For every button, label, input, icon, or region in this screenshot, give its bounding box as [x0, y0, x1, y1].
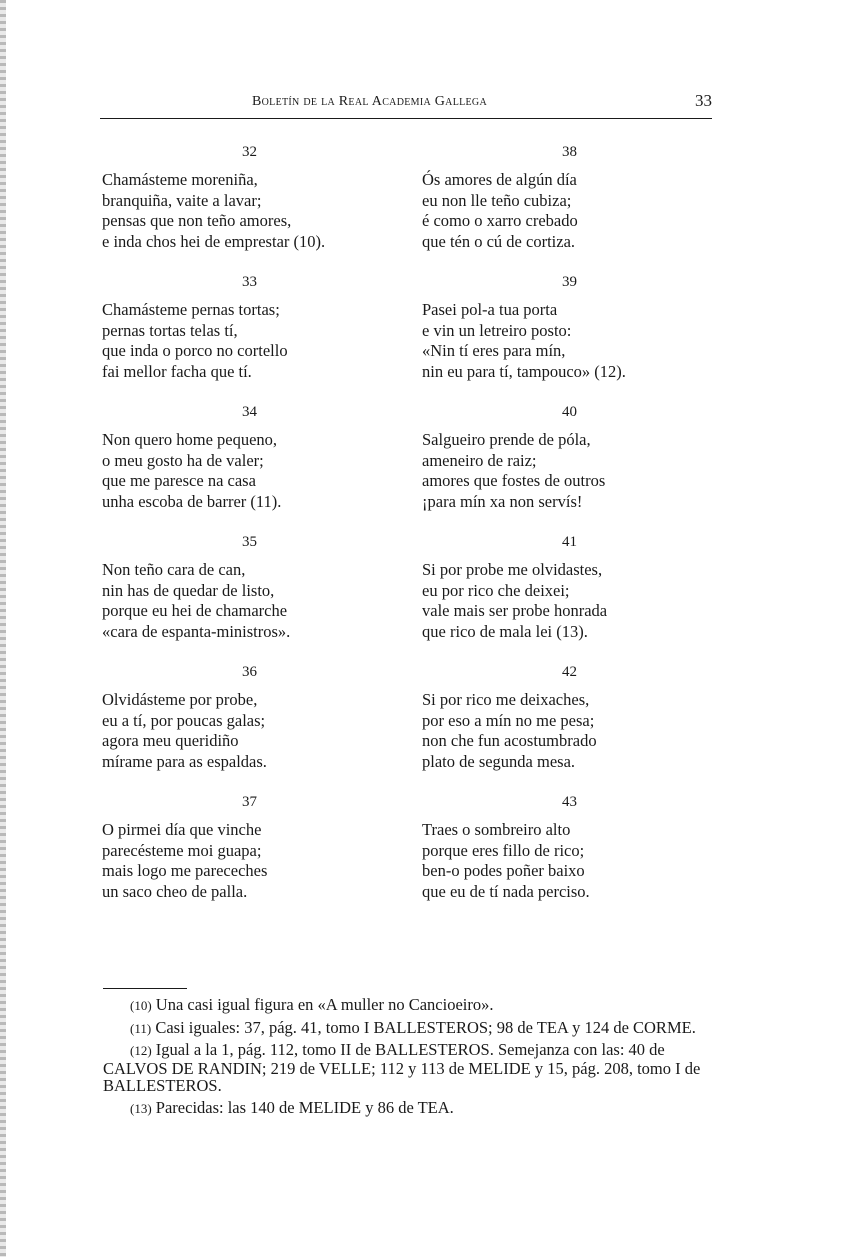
poem-line: que rico de mala lei (13).: [422, 621, 588, 641]
poem-line: un saco cheo de palla.: [102, 881, 248, 901]
poem-line: nin has de quedar de listo,: [102, 580, 275, 600]
poem-line: pernas tortas telas tí,: [102, 320, 238, 340]
poem-number: 43: [562, 794, 577, 810]
poem-line: fai mellor facha que tí.: [102, 361, 252, 381]
poem-39: [422, 272, 722, 402]
poem-line: parecésteme moi guapa;: [102, 840, 262, 860]
poem-41: [422, 532, 722, 662]
poem-line: Salgueiro prende de póla,: [422, 430, 591, 449]
footnote-12: [103, 1041, 721, 1095]
footnote-ref: (10): [130, 998, 152, 1013]
poem-line: mais logo me pareceches: [102, 861, 268, 880]
footnote-text: Una casi igual figura en «A muller no Cancioeiro».: [155, 995, 494, 1014]
poem-34: [102, 402, 402, 532]
footnote-10: [103, 996, 721, 1015]
footnote-text: Igual a la 1, pág. 112, tomo II de BALLESTEROS. Semejanza con las: 40 de CALVOS DE RANDIN; 219 de VELLE; 112 y 113 de MELIDE y 15, pág. 208, tomo I de BALLESTEROS.: [103, 1040, 701, 1095]
poem-line: plato de segunda mesa.: [422, 751, 576, 771]
poem-line: branquiña, vaite a lavar;: [102, 190, 262, 210]
footnote-divider: [103, 988, 187, 989]
poem-number: 36: [242, 664, 257, 680]
poem-40: [422, 402, 722, 532]
poem-number: 37: [242, 794, 257, 810]
poem-number: 35: [242, 534, 257, 550]
footnote-text: Parecidas: las 140 de MELIDE y 86 de TEA.: [155, 1097, 454, 1117]
running-header: [100, 90, 712, 119]
poem-36: [102, 662, 402, 792]
left-column: [102, 142, 402, 922]
poem-line: unha escoba de barrer (11).: [102, 491, 282, 511]
poem-line: Si por probe me olvidastes,: [422, 560, 603, 579]
poem-line: porque eu hei de chamarche: [102, 601, 288, 620]
footnote-text: Casi iguales: 37, pág. 41, tomo I BALLESTEROS; 98 de TEA y 124 de CORME.: [155, 1017, 696, 1037]
poem-line: que tén o cú de cortiza.: [422, 231, 576, 251]
poem-line: o meu gosto ha de valer;: [102, 450, 264, 470]
poem-number: 39: [562, 274, 577, 290]
poem-line: mírame para as espaldas.: [102, 751, 267, 771]
footnote-ref: (12): [130, 1043, 152, 1058]
poem-line: Traes o sombreiro alto: [422, 820, 571, 839]
poem-number: 42: [562, 664, 577, 680]
page-number: 33: [695, 91, 712, 110]
poem-number: 40: [562, 404, 577, 420]
poem-line: Chamásteme moreniña,: [102, 170, 258, 189]
footnote-ref: (11): [130, 1020, 152, 1036]
poem-line: Chamásteme pernas tortas;: [102, 300, 280, 319]
poem-number: 32: [242, 144, 257, 160]
journal-title: Boletín de la Real Academia Gallega: [252, 94, 487, 109]
poem-35: [102, 532, 402, 662]
poem-number: 34: [242, 404, 257, 420]
poem-line: nin eu para tí, tampouco» (12).: [422, 361, 626, 381]
poem-42: [422, 662, 722, 792]
right-column: [422, 142, 722, 922]
poem-line: Pasei pol-a tua porta: [422, 300, 558, 319]
poem-line: Ós amores de algún día: [422, 170, 577, 189]
footnote-13: [103, 1099, 721, 1118]
poem-line: eu non lle teño cubiza;: [422, 190, 572, 210]
poem-line: Si por rico me deixaches,: [422, 690, 590, 709]
poem-line: Non teño cara de can,: [102, 560, 246, 579]
poem-line: non che fun acostumbrado: [422, 731, 597, 750]
poem-line: vale mais ser probe honrada: [422, 601, 608, 620]
footnotes: [103, 996, 721, 1121]
poem-32: [102, 142, 402, 272]
poem-number: 33: [242, 274, 257, 290]
poem-line: e inda chos hei de emprestar (10).: [102, 231, 326, 251]
poem-line: eu por rico che deixei;: [422, 580, 570, 600]
poem-line: pensas que non teño amores,: [102, 211, 292, 230]
poem-line: que eu de tí nada perciso.: [422, 881, 590, 901]
poem-line: Olvidásteme por probe,: [102, 690, 258, 709]
poem-line: eu a tí, por poucas galas;: [102, 710, 266, 730]
poem-line: «Nin tí eres para mín,: [422, 341, 566, 360]
footnote-11: [103, 1019, 721, 1038]
poem-38: [422, 142, 722, 272]
poem-number: 38: [562, 144, 577, 160]
footnote-ref: (13): [130, 1100, 152, 1116]
poem-line: Non quero home pequeno,: [102, 430, 278, 449]
poem-line: amores que fostes de outros: [422, 471, 606, 490]
poem-line: ben-o podes poñer baixo: [422, 861, 585, 880]
poem-line: porque eres fillo de rico;: [422, 840, 585, 860]
poem-number: 41: [562, 534, 577, 550]
poem-line: «cara de espanta-ministros».: [102, 621, 291, 641]
poem-43: [422, 792, 722, 922]
poem-line: e vin un letreiro posto:: [422, 320, 572, 340]
poem-37: [102, 792, 402, 922]
poem-line: por eso a mín no me pesa;: [422, 710, 595, 730]
poem-33: [102, 272, 402, 402]
poem-line: que inda o porco no cortello: [102, 341, 288, 360]
poem-line: agora meu queridiño: [102, 731, 239, 750]
poem-line: ameneiro de raiz;: [422, 450, 537, 470]
scan-binding-edge: [0, 0, 6, 1257]
poem-line: que me paresce na casa: [102, 471, 256, 490]
poem-line: O pirmei día que vinche: [102, 820, 262, 839]
poem-line: é como o xarro crebado: [422, 211, 578, 230]
poem-line: ¡para mín xa non servís!: [422, 491, 583, 511]
